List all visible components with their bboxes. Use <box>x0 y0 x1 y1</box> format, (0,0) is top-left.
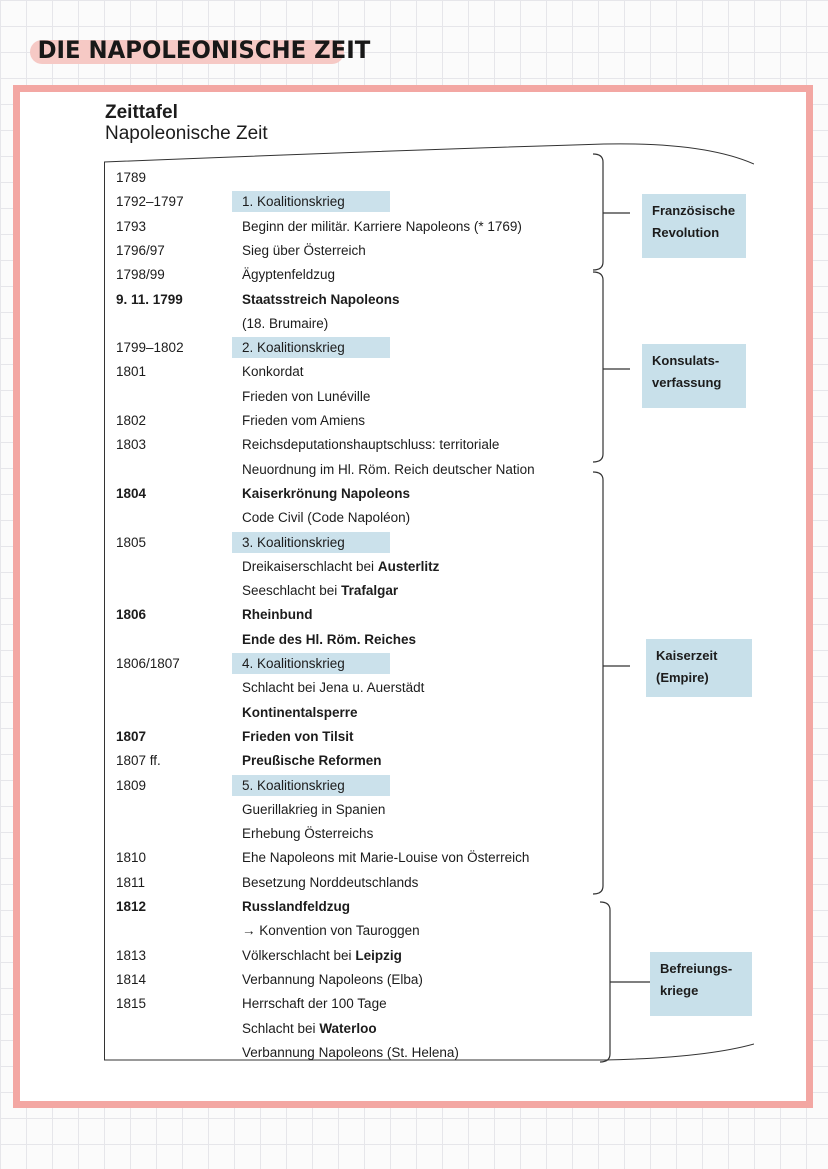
epoch-line2: (Empire) <box>656 670 709 685</box>
row-year: 1815 <box>116 996 147 1012</box>
row-event-text: Schlacht bei <box>242 1020 316 1036</box>
row-event-text: Neuordnung im Hl. Röm. Reich deutscher Nation <box>242 461 535 477</box>
row-year: 1798/99 <box>116 267 165 283</box>
row-year: 1796/97 <box>116 242 165 258</box>
row-year: 1793 <box>116 218 147 234</box>
row-event-text: Schlacht bei Jena u. Auerstädt <box>242 680 425 696</box>
row-year: 1792–1797 <box>116 194 184 210</box>
table-heading: Zeittafel <box>105 102 178 123</box>
row-event-text: Staatsstreich Napoleons <box>242 291 400 307</box>
row-event-text: Völkerschlacht bei <box>242 947 352 963</box>
row-year: 1809 <box>116 777 147 793</box>
row-year: 1803 <box>116 437 147 453</box>
row-year: 1805 <box>116 534 147 550</box>
epoch-label-revolution <box>642 194 746 258</box>
row-event-text: Russlandfeldzug <box>242 899 351 914</box>
row-event-text: Verbannung Napoleons (Elba) <box>242 971 423 987</box>
epoch-line1: Kaiserzeit <box>656 648 718 663</box>
epoch-line1: Befreiungs- <box>660 961 733 976</box>
page-title: DIE NAPOLEONISCHE ZEIT <box>37 36 371 64</box>
epoch-line1: Französische <box>652 203 736 218</box>
row-event-text: Kaiserkrönung Napoleons <box>242 485 411 501</box>
row-year: 1810 <box>116 850 147 866</box>
row-year: 1806/1807 <box>116 656 180 671</box>
row-event-text: 5. Koalitionskrieg <box>242 777 345 793</box>
row-event-text: Rheinbund <box>242 607 313 623</box>
epoch-label-befreiung <box>650 952 752 1016</box>
row-event-text: Ende des Hl. Röm. Reiches <box>242 631 417 647</box>
row-event-text: Verbannung Napoleons (St. Helena) <box>242 1044 459 1060</box>
epoch-label-konsulat <box>642 344 746 408</box>
row-year: 1812 <box>116 899 147 914</box>
row-event-text: Erhebung Österreichs <box>242 826 374 842</box>
row-event-text: Dreikaiserschlacht bei <box>242 558 375 574</box>
bracket-revolution <box>593 154 603 270</box>
row-year: 1814 <box>116 971 147 987</box>
epoch-line2: kriege <box>660 983 699 998</box>
row-event-text: Frieden von Tilsit <box>242 728 354 744</box>
row-event-bold: Leipzig <box>355 947 402 963</box>
row-event-text: Frieden vom Amiens <box>242 413 366 428</box>
epoch-label-kaiserzeit <box>646 639 752 697</box>
row-year: 1799–1802 <box>116 340 184 356</box>
row-event-text: Frieden von Lunéville <box>242 388 371 404</box>
row-event-text: 3. Koalitionskrieg <box>242 534 345 550</box>
row-year: 1802 <box>116 413 147 428</box>
row-event-text: Ehe Napoleons mit Marie-Louise von Österreich <box>242 850 530 866</box>
row-event-text: Konkordat <box>242 364 304 380</box>
row-year: 1806 <box>116 607 147 623</box>
table-subheading: Napoleonische Zeit <box>105 123 268 144</box>
pink-frame <box>13 85 813 1108</box>
row-year: 1807 <box>116 728 147 744</box>
row-event-text: (18. Brumaire) <box>242 315 329 331</box>
row-event-text: Guerillakrieg in Spanien <box>242 801 386 817</box>
epoch-line1: Konsulats- <box>652 353 720 368</box>
row-year: 1813 <box>116 947 147 963</box>
row-event-text: Reichsdeputationshauptschluss: territoriale <box>242 437 500 453</box>
row-event-text: Beginn der militär. Karriere Napoleons (* 1769) <box>242 218 522 234</box>
row-event-bold: Austerlitz <box>377 558 440 574</box>
timeline-sheet <box>20 92 806 1101</box>
row-event-text: 2. Koalitionskrieg <box>242 340 345 356</box>
row-event-text: Ägyptenfeldzug <box>242 267 336 283</box>
row-event-text: Kontinentalsperre <box>242 704 358 720</box>
row-year: 1789 <box>116 170 147 185</box>
row-event-bold: Waterloo <box>319 1020 377 1036</box>
row-year: 1801 <box>116 364 147 380</box>
row-event-text: Seeschlacht bei <box>242 583 338 599</box>
row-event-bold: Trafalgar <box>341 583 399 599</box>
row-event-text: Sieg über Österreich <box>242 242 366 258</box>
row-event-text: 1. Koalitionskrieg <box>242 194 345 210</box>
bracket-befreiung <box>600 902 610 1062</box>
epoch-line2: verfassung <box>652 375 722 390</box>
row-event-text: Herrschaft der 100 Tage <box>242 996 387 1012</box>
row-year: 9. 11. 1799 <box>116 291 183 307</box>
bracket-konsulat <box>593 272 603 462</box>
row-event-text: 4. Koalitionskrieg <box>242 656 345 671</box>
row-year: 1804 <box>116 485 147 501</box>
epoch-line2: Revolution <box>652 225 720 240</box>
row-event-text: Preußische Reformen <box>242 753 382 769</box>
row-year: 1807 ff. <box>116 753 161 769</box>
page-title-area <box>30 36 388 64</box>
bracket-kaiserzeit <box>593 472 603 894</box>
row-year: 1811 <box>116 874 146 890</box>
row-event-text: → Konvention von Tauroggen <box>242 923 420 939</box>
row-event-text: Besetzung Norddeutschlands <box>242 874 419 890</box>
row-event-text: Code Civil (Code Napoléon) <box>242 510 411 526</box>
